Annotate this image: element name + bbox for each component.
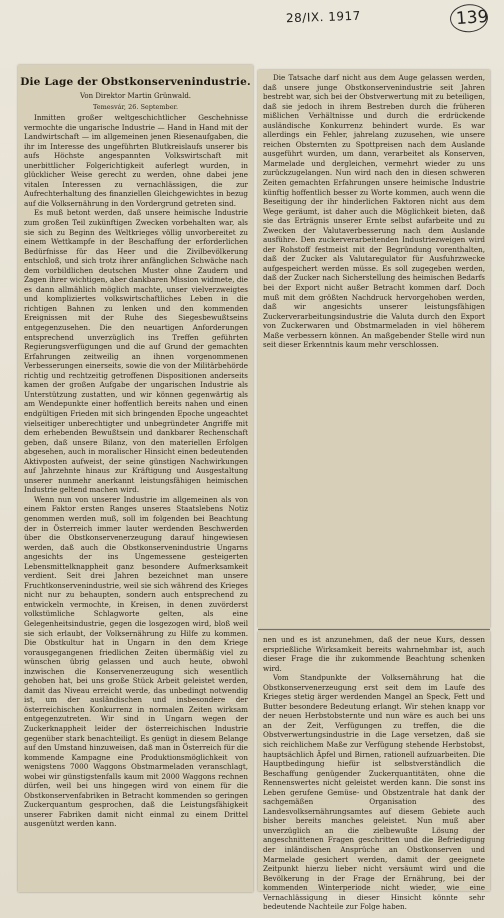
article-headline: Die Lage der Obstkonservenindustrie. — [20, 76, 251, 88]
paragraph: nen und es ist anzunehmen, daß der neue Kurs, dessen ersprießliche Wirksamkeit bereits wahrnehmbar ist, auch dieser Frage die ihr zukommende Beachtung schenken wird. — [263, 635, 485, 673]
article-column-2 — [263, 73, 485, 625]
article-column-1 — [24, 113, 248, 888]
article-column-3 — [263, 635, 485, 912]
paragraph: Inmitten großer weltgeschichtlicher Geschehnisse vermochte die ungarische Industrie — Hand in Hand mit der Landwirtschaft — im allgemeinen jenen Riesenaufgaben, die ihr im Interesse des ungeführten Blutkreislaufs unserer bis aufs Höchste angespannten Volkswirtschaft mit unerbittlicher Folgerichtigkeit auferlegt wurden, in glücklicher Weise gerecht zu werden, ohne dabei jene vitalen Interessen zu vernachlässigen, die zur Aufrechterhaltung des finanziellen Gleichgewichtes in bezug auf die Volksernährung in den Vordergrund getreten sind. — [24, 113, 248, 208]
handwritten-folio-number: 139 — [455, 6, 490, 30]
article-dateline: Temesvár, 26. September. — [92, 103, 179, 111]
column-divider — [258, 629, 490, 630]
handwritten-date: 28/IX. 1917 — [285, 8, 361, 26]
paragraph: Die Tatsache darf nicht aus dem Auge gelassen werden, daß unsere junge Obstkonservenindustrie seit Jahren bestrebt war, sich bei der Obstverwertung mit zu beteiligen, daß sie jedoch in ihrem Bestreben durch die früheren mißlichen Verhältnisse und durch die erdrückende ausländische Konkurrenz behindert wurde. Es war allerdings ein Fehler, jahrelang zuzusehen, wie unsere reichen Obsternten zu Spottpreisen nach dem Auslande ausgeführt wurden, um dann, verarbeitet als Konserven, Marmelade und dergleichen, vermehrt wieder zu uns zurückzugelangen. Nun wird nach den in diesen schweren Zeiten gemachten Erfahrungen unsere heimische Industrie künftig hoffentlich besser zu Worte kommen, auch wenn die Beseitigung der ihr hinderlichen Faktoren nicht aus dem Wege geräumt, ist daher auch die Möglichkeit bieten, daß sie das Erträgnis unserer Ernte selbst aufarbeite und zu Zwecken der Valutaverbesserung nach dem Auslande ausführe. Den zuckerverarbeitenden Industriezweigen wird der Rohstoff festmeist mit der Begründung vorenthalten, daß der Zucker als Valutaregulator für Ausfuhrzwecke aufgespeichert werden müsse. Es soll zugegeben werden, daß der Zucker nach Sicherstellung des heimischen Bedarfs bei der Export nicht außer Betracht kommen darf. Doch muß mit dem größten Nachdruck hervorgehoben werden, daß wir angesichts unserer leistungsfähigen Zuckerverarbeitungsindustrie die Valuta durch den Export von Zuckerwaren und Obstmarmeladen in viel höherem Maße verbessern können. An maßgebender Stelle wird nun seit dieser Erkenntnis kaum mehr verschlossen. — [263, 73, 485, 350]
article-byline: Von Direktor Martin Grünwald. — [79, 92, 192, 100]
paragraph: Es muß betont werden, daß unsere heimische Industrie zum großen Teil zukünftigen Zwecken vorbehalten war, als sie sich zu Beginn des Weltkrieges völlig unvorbereitet zu einem Wettkampfe in der Beschaffung der erforderlichen Bedürfnisse für das Heer und die Zivilbevölkerung entschloß, und sich trotz ihrer anfänglichen Schwäche nach dem vorbildlichen deutschen Muster ohne Zaudern und Zagen ihrer wichtigen, aber dankbaren Mission widmete, die es dann allmählich möglich machte, unser vielverzweigtes und kompliziertes volkswirtschaftliches Leben in die richtigen Bahnen zu lenken und den kommenden Ereignissen mit der Ruhe des Siegesbewußtseins entgegenzusehen. Die den neuartigen Anforderungen entsprechend unverzüglich ins Treffen geführten Regierungsverfügungen und die auf Grund der gemachten Erfahrungen zeitweilig an ihnen vorgenommenen Verbesserungen einerseits, sowie die von der Militärbehörde richtig und rechtzeitig getroffenen Dispositionen anderseits kamen der großen Aufgabe der ungarischen Industrie als Unterstützung zustatten, und wir können gegenwärtig als am Wendepunkte einer hoffentlich bereits nahen und einen endgültigen Frieden mit sich bringenden Epoche ungeachtet vielseitiger unberechtigter und unbegründeter Angriffe mit dem erhebenden Bewußtsein und dankbarer Rechenschaft geben, daß unsere Bilanz, von den materiellen Erfolgen abgesehen, auch in moralischer Hinsicht einen bedeutenden Aktivposten aufweist, der seine günstigen Nachwirkungen auf Jahrzehnte hinaus zur Kräftigung und Ausgestaltung unserer nunmehr anerkannt leistungsfähigen heimischen Industrie geltend machen wird. — [24, 208, 248, 495]
paragraph: Vom Standpunkte der Volksernährung hat die Obstkonservenerzeugung erst seit dem im Laufe des Krieges stetig ärger werdenden Mangel an Speck, Fett und Butter besondere Bedeutung erlangt. Wir stehen knapp vor der neuen Herbstobsternte und nun wäre es auch bei uns an der Zeit, Verfügungen zu treffen, die die Obstverwertungsindustrie in die Lage versetzen, daß sie sich reichlichem Maße zur Verfügung stehende Herbstobst, hauptsächlich Äpfel und Birnen, rationell aufzuarbeiten. Die Hauptbedingung hiefür ist selbstverständlich die Beschaffung genügender Zuckerquantitäten, ohne die Rennenswertes nicht geleistet werden kann. Die sonst ins Leben gerufene Gemüse- und Obstzentrale hat dank der sachgemäßen Organisation des Landesvolksernährungsamtes auf diesem Gebiete auch bisher bereits manches geleistet. Nun muß aber unverzüglich an die zielbewußte Lösung der angeschnittenen Fragen geschritten und die Befriedigung der inländischen Ansprüche an Obstkonserven und Marmelade gesichert werden, damit der geeignete Zeitpunkt hierzu lieber nicht versäumt wird und die Bevölkerung in der Frage der Ernährung, bei der kommenden Winterperiode nicht wieder, wie eine Vernachlässigung in dieser Hinsicht könnte sehr bedeutende Nachteile zur Folge haben. — [263, 673, 485, 912]
paragraph: Wenn nun von unserer Industrie im allgemeinen als von einem Faktor ersten Ranges unseres Staatslebens Notiz genommen werden muß, soll im folgenden bei Beachtung der in Österreich immer lauter werdenden Beschwerden über die Obstkonservenerzeugung darauf hingewiesen werden, daß auch die Obstkonservenindustrie Ungarns angesichts der ins Ungemessene gesteigerten Lebensmittelknappheit ganz besondere Aufmerksamkeit verdient. Seit drei Jahren bezeichnet man unsere Fruchtkonservenindustrie, weil sie sich während des Krieges nicht nur zu behaupten, sondern auch entsprechend zu entwickeln vermochte, in Kreisen, in denen zuvörderst volkstümliche Schlagworte gelten, als eine Gelegenheitsindustrie, gegen die losgezogen wird, bloß weil sie sich erlaubt, der Volksernährung zu Hilfe zu kommen. Die Obstkultur hat in Ungarn in den dem Kriege vorausgegangenen friedlichen Zeiten übermäßig viel zu wünschen übrig gelassen und auch heute, obwohl inzwischen die Konservenerzeugung sich wesentlich gehoben hat, bei uns große Stück Arbeit geleistet werden, damit das Niveau erreicht werde, das unbedingt notwendig ist, um der ausländischen und insbesondere der österreichischen Konkurrenz in normalen Zeiten wirksam entgegenzutreten. Wir sind in Ungarn wegen der Zuckerknappheit leider der österreichischen Industrie gegenüber stark benachteiligt. Es genügt in diesem Belange auf den Umstand hinzuweisen, daß man in Österreich für die kommende Kampagne eine Produktionsmöglichkeit von wenigstens 7000 Waggons Obstmarmeladen veranschlagt, wobei wir günstigstenfalls kaum mit 2000 Waggons rechnen dürfen, weil bei uns hingegen wird von einem für die Obstkonservenfabriken in Betracht kommenden so geringen Zuckerquantum gesprochen, daß die Leistungsfähigkeit unserer Fabriken damit nicht einmal zu einem Drittel ausgenützt werden kann. — [24, 494, 248, 829]
